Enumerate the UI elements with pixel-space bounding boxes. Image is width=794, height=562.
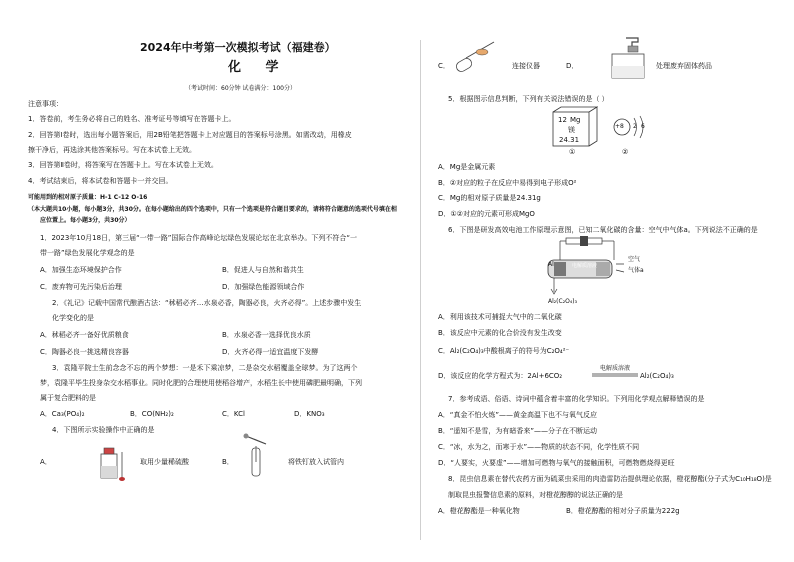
q1-option-b: B．促进人与自然和谐共生 bbox=[222, 266, 304, 274]
equation-arrow bbox=[592, 372, 640, 378]
diagram-label-air: 空气 bbox=[628, 256, 641, 263]
q1-option-a: A．加强生态环境保护合作 bbox=[40, 266, 122, 274]
q1-stem: 1．2023年10月18日，第三届“一带一路”国际合作高峰论坛绿色发展论坛在北京举办。下列不符合“一 bbox=[40, 234, 357, 242]
q7-option-d: D．“人要实，火要虚”——增加可燃物与氧气的接触面积，可燃物燃烧得更旺 bbox=[438, 459, 675, 467]
q2-option-a: A．秫稻必齐一备好优质粮食 bbox=[40, 331, 129, 339]
q4-option-b-text: 将铁钉放入试管内 bbox=[288, 458, 344, 466]
q4-option-d-label: D． bbox=[566, 62, 579, 70]
q6-option-c: C．Al₂(C₂O₄)₃中酸根离子的符号为C₂O₄²⁻ bbox=[438, 347, 570, 355]
diagram-label-electrolyte: 电解质溶液 bbox=[572, 263, 598, 269]
q2-option-d: D．火齐必得一适宜温度下发酵 bbox=[222, 348, 319, 356]
diagram-label-al: Al bbox=[548, 261, 554, 268]
q5-option-c: C．Mg的相对原子质量是24.31g bbox=[438, 194, 541, 202]
note-item: 4．考试结束后，将本试卷和答题卡一并交回。 bbox=[28, 177, 173, 185]
atomic-mass-note: 可能用到的相对原子质量：H-1 C-12 O-16 bbox=[28, 194, 148, 201]
atom-shell-2: 6 bbox=[641, 123, 645, 130]
q3-option-b: B．CO(NH₂)₂ bbox=[130, 410, 174, 418]
exam-info: （考试时间：60分钟 试卷满分：100分） bbox=[185, 85, 296, 92]
q1-option-c: C．废弃物可先污染后治理 bbox=[40, 283, 122, 291]
q6-option-a: A．利用该技术可捕捉大气中的二氧化碳 bbox=[438, 313, 562, 321]
notes-heading: 注意事项： bbox=[28, 100, 63, 108]
exam-title: 2024年中考第一次模拟考试（福建卷） bbox=[140, 41, 336, 54]
section1-heading-cont: 应位置上。每小题3分，共30分） bbox=[40, 217, 131, 224]
q8-stem-cont: 制取昆虫报警信息素的原料，对橙花醇醇的说法正确的是 bbox=[448, 491, 623, 499]
q8-option-a: A．橙花醇酯是一种氧化物 bbox=[438, 507, 520, 515]
tile-element-name: 镁 bbox=[568, 126, 575, 134]
q3-stem-cont: 梦，袁隆平毕生投身杂交水稻事业。同时化肥的合理使用使稻谷增产，水稻生长中使用磷肥最明确，下列 bbox=[40, 379, 362, 387]
q3-option-d: D．KNO₃ bbox=[294, 410, 325, 418]
q4-option-a-label: A． bbox=[40, 458, 52, 466]
q7-option-b: B．“遥知不是雪，为有暗香来”——分子在不断运动 bbox=[438, 427, 598, 435]
reagent-bottle-illustration bbox=[98, 444, 128, 484]
q6-equation-product: Al₂(C₂O₄)₃ bbox=[640, 372, 674, 380]
q7-option-a: A．“真金不怕火炼”——黄金高温下也不与氧气反应 bbox=[438, 411, 598, 419]
q4-option-b-label: B． bbox=[222, 458, 234, 466]
section1-heading: （本大题共10小题，每小题3分，共30分。在每小题给出的四个选项中，只有一个选项是符合题目要求的，请将符合题意的选项代号填在相 bbox=[28, 206, 397, 213]
note-item: 擦干净后，再选涂其他答案标号。写在本试卷上无效。 bbox=[28, 146, 196, 154]
q2-stem-cont: 化学变化的是 bbox=[52, 314, 94, 322]
column-divider bbox=[420, 40, 421, 540]
q7-option-c: C．“冰，水为之，而寒于水”——物质的状态不同，化学性质不同 bbox=[438, 443, 640, 451]
q4-stem: 4．下图所示实验操作中正确的是 bbox=[52, 426, 155, 434]
note-item: 1．答卷前，考生务必将自己的姓名、准考证号等填写在答题卡上。 bbox=[28, 115, 236, 123]
q8-stem: 8．昆虫信息素在替代农药方面为硫菜虫采用的肉造雷防治提供理论依据，橙花醇酯(分子式为C₁₀H₁₈O)是 bbox=[448, 475, 772, 483]
q6-equation-condition: 电解质溶液 bbox=[600, 365, 631, 372]
test-tube-nail-illustration bbox=[240, 432, 280, 480]
q6-stem: 6．下图是研发高效电池工作原理示意图，已知二氧化碳的含量：空气中气体a。下列说法不正确的是 bbox=[448, 226, 758, 234]
note-item: 3．回答第Ⅱ卷时，将答案写在答题卡上。写在本试卷上无效。 bbox=[28, 161, 218, 169]
q8-option-b: B．橙花醇酯的相对分子质量为222g bbox=[566, 507, 680, 515]
q5-option-b: B．②对应的粒子在反应中易得到电子形成O² bbox=[438, 179, 577, 187]
q6-option-b: B．该反应中元素的化合价没有发生改变 bbox=[438, 329, 562, 337]
q3-stem-cont: 属于复合肥料的是 bbox=[40, 394, 96, 402]
q7-stem: 7．参考成语、俗语、诗词中蕴含着丰富的化学知识。下列用化学观点解释错误的是 bbox=[448, 395, 705, 403]
q4-option-c-label: C． bbox=[438, 62, 450, 70]
q4-option-c-text: 连接仪器 bbox=[512, 62, 540, 70]
tile-atomic-mass: 24.31 bbox=[559, 136, 580, 144]
waste-disposal-illustration bbox=[604, 36, 654, 80]
q1-stem-cont: 带一路”绿色发展化学观念的是 bbox=[40, 249, 135, 257]
diagram-label-product: Al₂(C₂O₄)₃ bbox=[548, 298, 577, 305]
q3-stem: 3．袁隆平院士生前念念不忘的两个梦想：一是禾下乘凉梦，二是杂交水稻覆盖全球梦。为了这两个 bbox=[52, 364, 358, 372]
diagram-label-gas: 气体a bbox=[628, 267, 644, 274]
q4-option-a-text: 取用少量稀硫酸 bbox=[140, 458, 189, 466]
q4-option-d-text: 处理废弃固体药品 bbox=[656, 62, 712, 70]
q2-stem: 2．《礼记》记载中国常代酿酒古法：“秫稻必齐…水泉必香，陶器必良，火齐必得”。上述步骤中发生 bbox=[52, 299, 362, 307]
connect-apparatus-illustration bbox=[452, 38, 508, 80]
q5-stem: 5．根据图示信息判断，下列有关说法错误的是（ ） bbox=[448, 95, 609, 103]
q5-option-a: A．Mg是金属元素 bbox=[438, 163, 496, 171]
q5-option-d: D．①②对应的元素可形成MgO bbox=[438, 210, 535, 218]
figure-1-label: ① bbox=[569, 148, 576, 156]
tile-atomic-number: 12 bbox=[558, 116, 567, 124]
q6-option-d: D．该反应的化学方程式为：2Al+6CO₂ bbox=[438, 372, 563, 380]
figure-2-label: ② bbox=[622, 148, 629, 156]
atom-nucleus: +8 bbox=[615, 123, 624, 130]
tile-symbol: Mg bbox=[570, 116, 581, 124]
note-item: 2．回答第Ⅰ卷时，选出每小题答案后，用2B铅笔把答题卡上对应题目的答案标号涂黑。如需改动，用橡皮 bbox=[28, 131, 352, 139]
q2-option-b: B．水泉必香一选择优良水质 bbox=[222, 331, 311, 339]
atom-shell-1: 2 bbox=[633, 123, 637, 130]
q3-option-a: A．Ca₃(PO₄)₂ bbox=[40, 410, 85, 418]
q3-option-c: C．KCl bbox=[222, 410, 245, 418]
q2-option-c: C．陶器必良一挑选精良容器 bbox=[40, 348, 129, 356]
q1-option-d: D．加强绿色能源领域合作 bbox=[222, 283, 305, 291]
subject-title: 化 学 bbox=[228, 60, 289, 75]
